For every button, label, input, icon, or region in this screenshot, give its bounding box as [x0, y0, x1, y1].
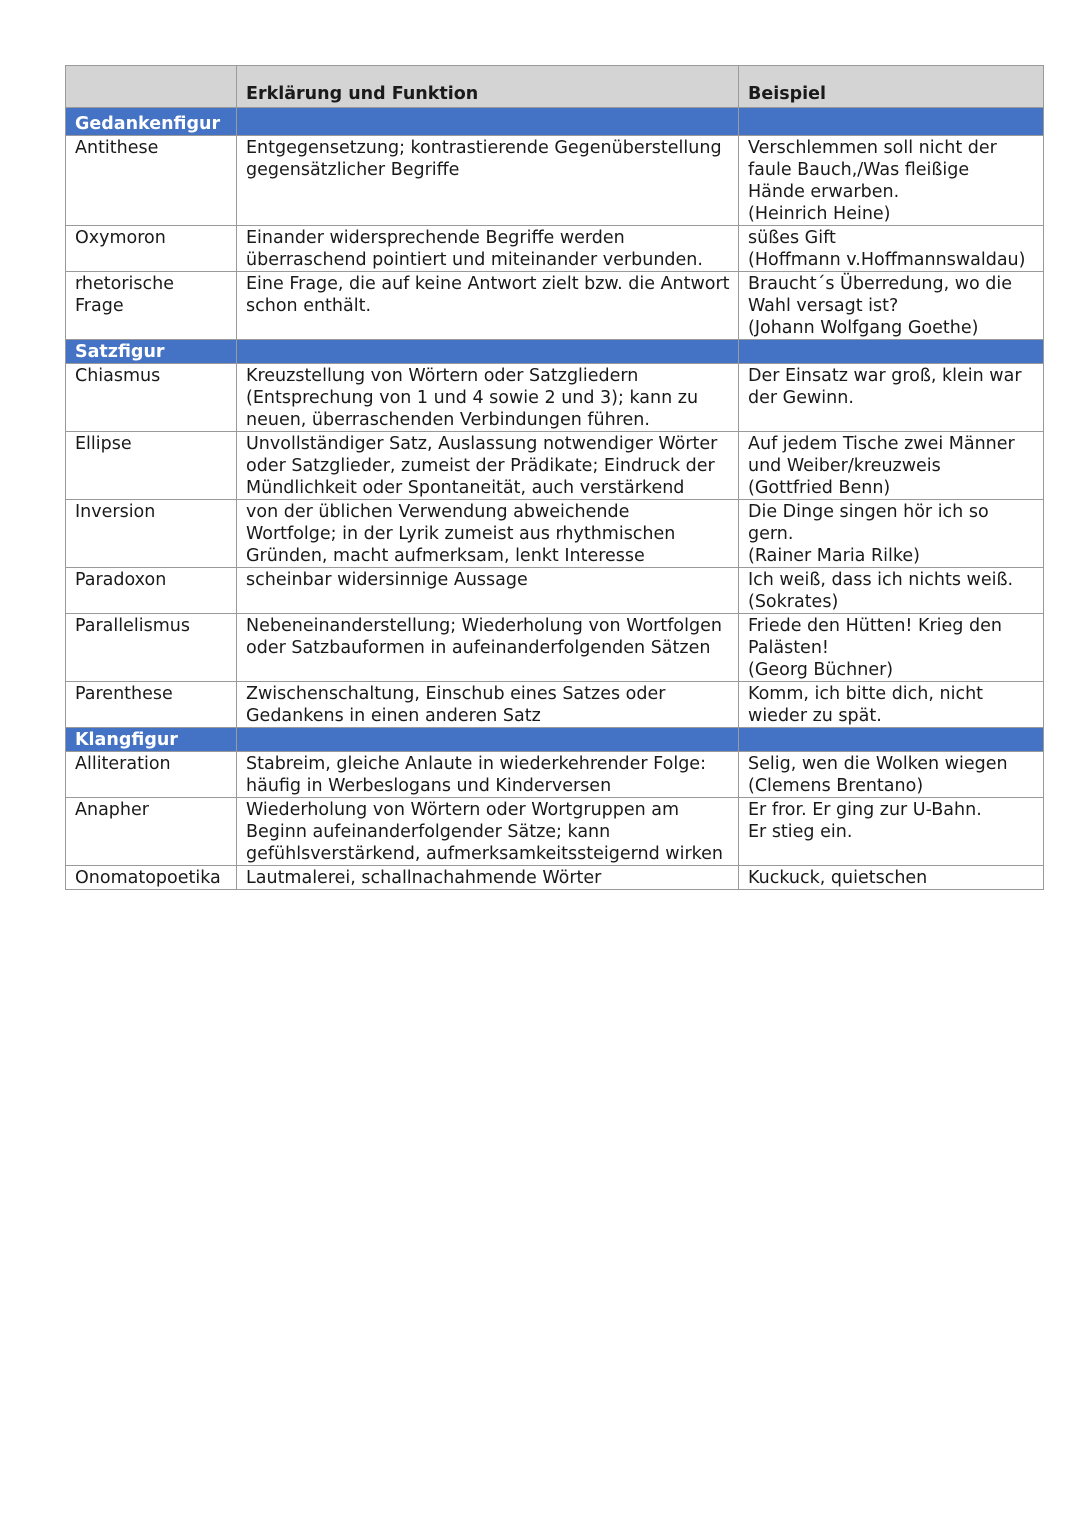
explanation-cell: Lautmalerei, schallnachahmende Wörter	[237, 866, 739, 890]
explanation-cell: Nebeneinanderstellung; Wiederholung von Wortfolgen oder Satzbauformen in aufeinanderfolgenden Sätzen	[237, 614, 739, 682]
term-cell: Anapher	[66, 798, 237, 866]
section-row-satzfigur	[66, 340, 1044, 364]
table-row	[66, 364, 1044, 432]
header-example: Beispiel	[739, 66, 1044, 108]
term-cell: Parallelismus	[66, 614, 237, 682]
term-cell: Antithese	[66, 136, 237, 226]
explanation-cell: Unvollständiger Satz, Auslassung notwendiger Wörter oder Satzglieder, zumeist der Prädikate; Eindruck der Mündlichkeit oder Spontaneität, auch verstärkend	[237, 432, 739, 500]
example-cell: Der Einsatz war groß, klein war der Gewinn.	[739, 364, 1044, 432]
section-label: Klangfigur	[66, 728, 237, 752]
term-cell: Parenthese	[66, 682, 237, 728]
explanation-cell: Entgegensetzung; kontrastierende Gegenüberstellung gegensätzlicher Begriffe	[237, 136, 739, 226]
explanation-cell: Zwischenschaltung, Einschub eines Satzes oder Gedankens in einen anderen Satz	[237, 682, 739, 728]
example-cell: Die Dinge singen hör ich so gern. (Rainer Maria Rilke)	[739, 500, 1044, 568]
example-cell: Friede den Hütten! Krieg den Palästen! (Georg Büchner)	[739, 614, 1044, 682]
term-cell: Oxymoron	[66, 226, 237, 272]
header-explanation: Erklärung und Funktion	[237, 66, 739, 108]
table-row	[66, 500, 1044, 568]
example-cell: Ich weiß, dass ich nichts weiß. (Sokrates)	[739, 568, 1044, 614]
table-row	[66, 272, 1044, 340]
table-row	[66, 798, 1044, 866]
explanation-cell: Wiederholung von Wörtern oder Wortgruppen am Beginn aufeinanderfolgender Sätze; kann gefühlsverstärkend, aufmerksamkeitssteigernd wirken	[237, 798, 739, 866]
table-row	[66, 226, 1044, 272]
explanation-cell: Kreuzstellung von Wörtern oder Satzgliedern (Entsprechung von 1 und 4 sowie 2 und 3); kann zu neuen, überraschenden Verbindungen führen.	[237, 364, 739, 432]
section-label: Satzfigur	[66, 340, 237, 364]
term-cell: Paradoxon	[66, 568, 237, 614]
term-cell: Onomatopoetika	[66, 866, 237, 890]
table-row	[66, 136, 1044, 226]
section-label: Gedankenfigur	[66, 108, 237, 136]
term-cell: rhetorische Frage	[66, 272, 237, 340]
example-cell: Komm, ich bitte dich, nicht wieder zu spät.	[739, 682, 1044, 728]
table-row	[66, 432, 1044, 500]
example-cell: Verschlemmen soll nicht der faule Bauch,/Was fleißige Hände erwarben. (Heinrich Heine)	[739, 136, 1044, 226]
section-row-gedankenfigur	[66, 108, 1044, 136]
table-row	[66, 866, 1044, 890]
example-cell: Kuckuck, quietschen	[739, 866, 1044, 890]
term-cell: Ellipse	[66, 432, 237, 500]
example-cell: Selig, wen die Wolken wiegen (Clemens Brentano)	[739, 752, 1044, 798]
table-row	[66, 614, 1044, 682]
header-term	[66, 66, 237, 108]
explanation-cell: von der üblichen Verwendung abweichende Wortfolge; in der Lyrik zumeist aus rhythmischen Gründen, macht aufmerksam, lenkt Interesse	[237, 500, 739, 568]
section-row-klangfigur	[66, 728, 1044, 752]
term-cell: Chiasmus	[66, 364, 237, 432]
explanation-cell: Einander widersprechende Begriffe werden überraschend pointiert und miteinander verbunden.	[237, 226, 739, 272]
term-cell: Inversion	[66, 500, 237, 568]
example-cell: süßes Gift (Hoffmann v.Hoffmannswaldau)	[739, 226, 1044, 272]
example-cell: Braucht´s Überredung, wo die Wahl versagt ist? (Johann Wolfgang Goethe)	[739, 272, 1044, 340]
table-row	[66, 568, 1044, 614]
term-cell: Alliteration	[66, 752, 237, 798]
rhetorical-figures-table	[65, 65, 1044, 890]
table-row	[66, 752, 1044, 798]
explanation-cell: scheinbar widersinnige Aussage	[237, 568, 739, 614]
example-cell: Auf jedem Tische zwei Männer und Weiber/kreuzweis (Gottfried Benn)	[739, 432, 1044, 500]
example-cell: Er fror. Er ging zur U-Bahn. Er stieg ein.	[739, 798, 1044, 866]
explanation-cell: Stabreim, gleiche Anlaute in wiederkehrender Folge: häufig in Werbeslogans und Kinderversen	[237, 752, 739, 798]
explanation-cell: Eine Frage, die auf keine Antwort zielt bzw. die Antwort schon enthält.	[237, 272, 739, 340]
table-row	[66, 682, 1044, 728]
table-header-row	[66, 66, 1044, 108]
